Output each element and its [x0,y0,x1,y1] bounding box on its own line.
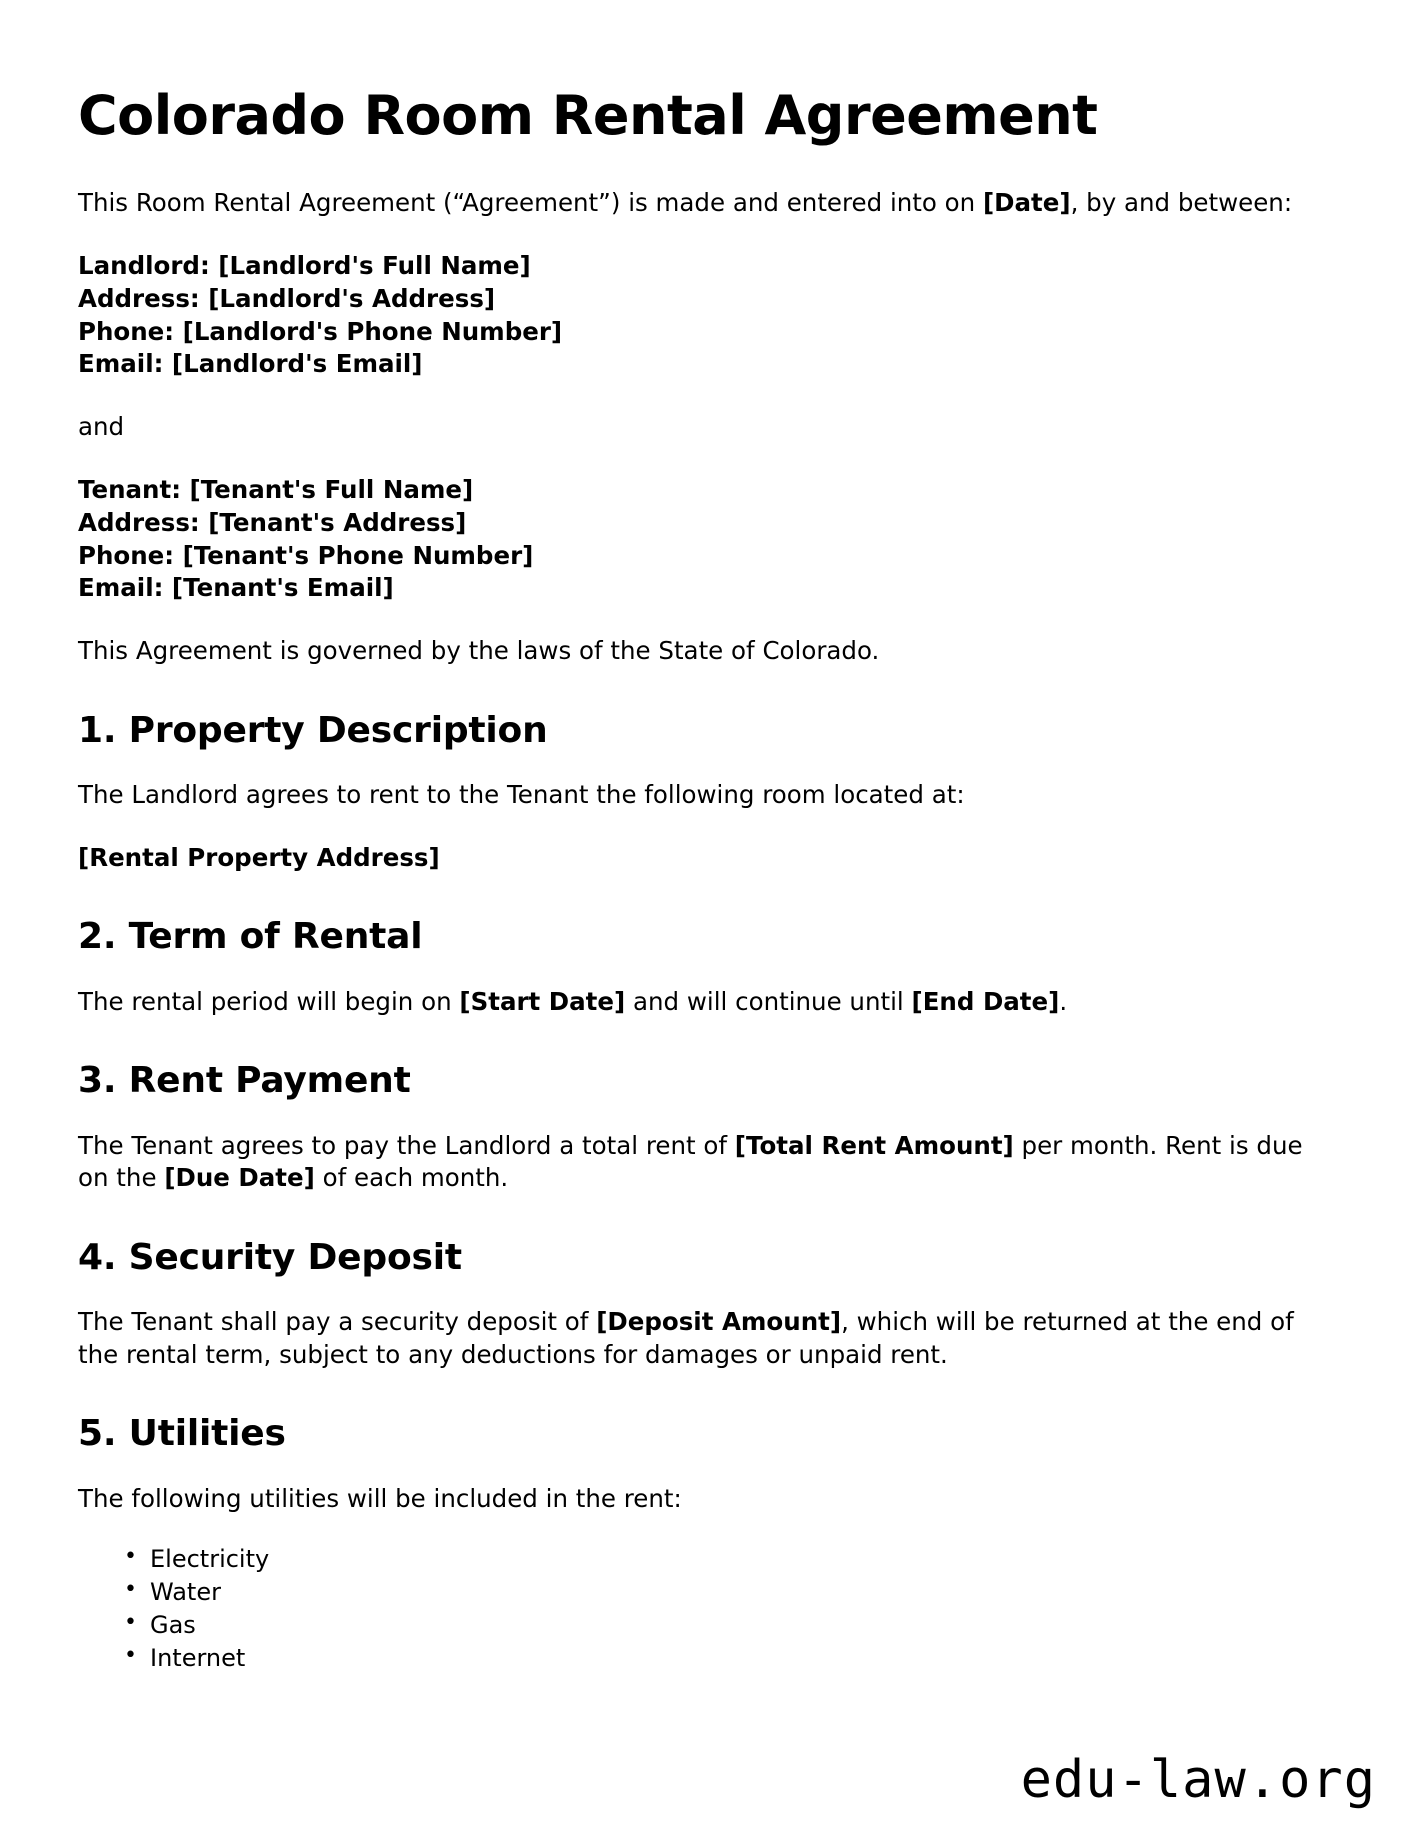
section-heading-property-description: 1. Property Description [78,709,548,751]
list-item: • Gas [150,1611,1324,1640]
rental-property-address-placeholder: [Rental Property Address] [78,842,440,872]
intro-paragraph [78,187,1324,220]
tenant-name-line: Tenant: [Tenant's Full Name] [78,474,474,504]
rent-text-middle: per month. Rent is due on the [78,1130,1303,1193]
section-body-rent-payment [78,1130,1324,1195]
term-text-before-start: The rental period will begin on [78,986,460,1016]
tenant-email-line: Email: [Tenant's Email] [78,573,394,603]
section-heading-security-deposit: 4. Security Deposit [78,1236,462,1278]
section-heading-rent-payment: 3. Rent Payment [78,1060,411,1102]
section-heading-utilities: 5. Utilities [78,1413,286,1455]
intro-text-before-date: This Room Rental Agreement (“Agreement”) is made and entered into on [78,188,983,218]
landlord-contact-block [78,250,1324,381]
total-rent-amount-placeholder: [Total Rent Amount] [734,1130,1014,1160]
rent-text-before: The Tenant agrees to pay the Landlord a total rent of [78,1130,735,1160]
start-date-placeholder: [Start Date] [459,986,626,1016]
intro-text-after-date: , by and between: [1070,188,1293,218]
deposit-amount-placeholder: [Deposit Amount] [596,1307,842,1337]
section-heading-term-of-rental: 2. Term of Rental [78,916,423,958]
section-body-property-description: The Landlord agrees to rent to the Tenant the following room located at: [78,780,965,810]
landlord-name-line: Landlord: [Landlord's Full Name] [78,250,531,280]
section-body-utilities: The following utilities will be included in the rent: [78,1483,682,1513]
conjunction-and: and [78,412,125,442]
due-date-placeholder: [Due Date] [164,1163,315,1193]
rent-text-after: of each month. [314,1163,509,1193]
tenant-address-line: Address: [Tenant's Address] [78,507,467,537]
utilities-list [78,1545,1324,1672]
page-title: Colorado Room Rental Agreement [78,84,1098,147]
deposit-text-after: , which will be returned at the end of the rental term, subject to any deductions for damages or unpaid rent. [78,1307,1294,1369]
deposit-text-before: The Tenant shall pay a security deposit of [78,1307,597,1337]
tenant-contact-block [78,474,1324,605]
landlord-address-line: Address: [Landlord's Address] [78,283,496,313]
date-placeholder: [Date] [982,188,1071,218]
list-item: • Internet [150,1644,1324,1673]
landlord-email-line: Email: [Landlord's Email] [78,349,423,379]
term-text-after: . [1059,986,1068,1016]
section-body-term-of-rental [78,986,1324,1019]
landlord-phone-line: Phone: [Landlord's Phone Number] [78,316,563,346]
list-item: • Electricity [150,1545,1324,1574]
list-item: • Water [150,1578,1324,1607]
end-date-placeholder: [End Date] [911,986,1060,1016]
governing-law-paragraph: This Agreement is governed by the laws of the State of Colorado. [78,636,880,666]
tenant-phone-line: Phone: [Tenant's Phone Number] [78,540,534,570]
watermark: edu-law.org [1020,1750,1376,1810]
term-text-middle: and will continue until [625,986,912,1016]
section-body-security-deposit [78,1306,1324,1371]
